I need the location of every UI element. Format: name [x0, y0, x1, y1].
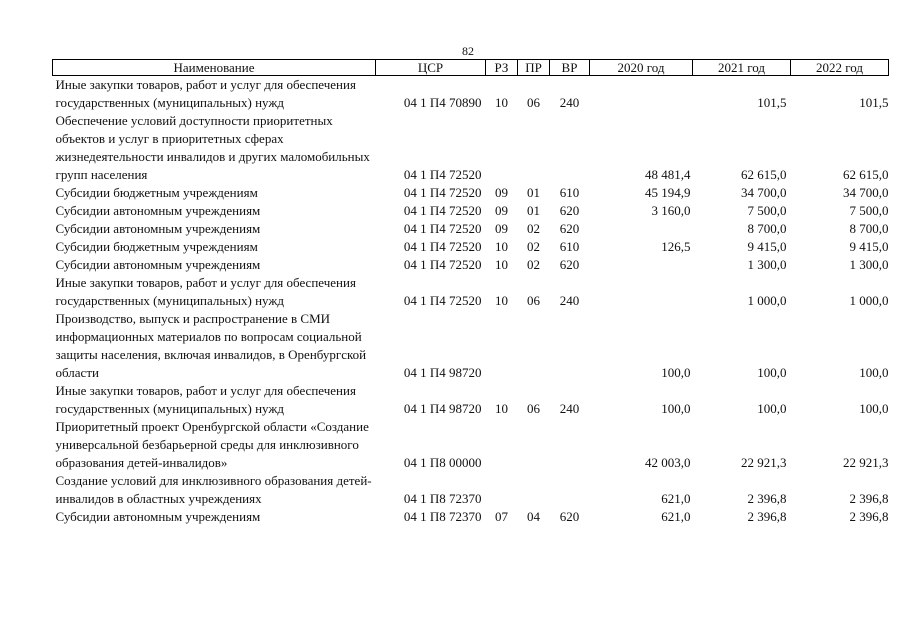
row-name: Приоритетный проект Оренбургской области «Создание универсальной безбарьерной среды для инклюзивного образования детей-инвалидов»	[55, 419, 369, 470]
row-csr: 04 1 П8 72370	[403, 491, 482, 506]
row-pr: 02	[527, 257, 540, 272]
header-rz: РЗ	[486, 60, 518, 76]
row-pr: 06	[527, 293, 540, 308]
table-row	[53, 220, 889, 238]
row-csr: 04 1 П8 72370	[403, 509, 482, 524]
row-2020: 48 481,4	[645, 167, 691, 182]
row-2022: 100,0	[859, 365, 889, 380]
table-row	[53, 112, 889, 184]
row-2022: 8 700,0	[849, 221, 889, 236]
row-pr: 06	[527, 95, 540, 110]
table-row	[53, 274, 889, 310]
row-2020: 621,0	[661, 509, 691, 524]
header-2021: 2021 год	[693, 60, 791, 76]
row-csr: 04 1 П4 72520	[403, 167, 482, 182]
row-pr: 01	[527, 185, 540, 200]
row-csr: 04 1 П8 00000	[403, 455, 482, 470]
row-vr	[550, 112, 590, 184]
row-rz: 10	[495, 95, 508, 110]
row-name: Обеспечение условий доступности приоритетных объектов и услуг в приоритетных сферах жизнедеятельности инвалидов и других маломобильных групп населения	[55, 113, 370, 182]
row-2021: 2 396,8	[747, 509, 787, 524]
row-csr: 04 1 П4 98720	[403, 365, 482, 380]
row-2022: 7 500,0	[849, 203, 889, 218]
table-row	[53, 256, 889, 274]
table-row	[53, 238, 889, 256]
row-2020: 100,0	[661, 401, 691, 416]
row-pr: 01	[527, 203, 540, 218]
row-2021: 1 300,0	[747, 257, 787, 272]
row-2021: 22 921,3	[741, 455, 787, 470]
table-row	[53, 472, 889, 508]
row-vr: 620	[559, 257, 580, 272]
row-2022: 100,0	[859, 401, 889, 416]
row-csr: 04 1 П4 72520	[403, 185, 482, 200]
row-rz	[486, 472, 518, 508]
row-2022: 2 396,8	[849, 509, 889, 524]
row-2021: 101,5	[757, 95, 787, 110]
row-pr	[518, 310, 550, 382]
row-csr: 04 1 П4 72520	[403, 239, 482, 254]
row-rz	[486, 418, 518, 472]
row-vr: 240	[559, 401, 580, 416]
row-csr: 04 1 П4 72520	[403, 257, 482, 272]
row-rz: 10	[495, 293, 508, 308]
header-name: Наименование	[53, 60, 376, 76]
row-pr	[518, 418, 550, 472]
table-row	[53, 382, 889, 418]
row-csr: 04 1 П4 70890	[403, 95, 482, 110]
row-2022: 22 921,3	[843, 455, 889, 470]
row-2021: 9 415,0	[747, 239, 787, 254]
budget-table	[52, 59, 889, 526]
row-vr	[550, 418, 590, 472]
row-2022: 9 415,0	[849, 239, 889, 254]
header-pr: ПР	[518, 60, 550, 76]
row-2021: 2 396,8	[747, 491, 787, 506]
table-row	[53, 76, 889, 113]
row-name: Иные закупки товаров, работ и услуг для обеспечения государственных (муниципальных) нужд	[55, 275, 356, 308]
row-rz	[486, 112, 518, 184]
row-name: Субсидии автономным учреждениям	[55, 203, 261, 218]
table-row	[53, 202, 889, 220]
row-2020: 45 194,9	[645, 185, 691, 200]
row-2021: 1 000,0	[747, 293, 787, 308]
row-pr: 02	[527, 221, 540, 236]
row-pr: 04	[527, 509, 540, 524]
row-2020	[590, 256, 693, 274]
row-2020	[590, 220, 693, 238]
row-rz: 10	[495, 239, 508, 254]
row-pr: 02	[527, 239, 540, 254]
table-row	[53, 508, 889, 526]
row-name: Субсидии автономным учреждениям	[55, 257, 261, 272]
row-2022: 2 396,8	[849, 491, 889, 506]
row-rz: 09	[495, 203, 508, 218]
row-csr: 04 1 П4 72520	[403, 293, 482, 308]
row-name: Субсидии бюджетным учреждениям	[55, 185, 258, 200]
row-2021: 8 700,0	[747, 221, 787, 236]
row-name: Иные закупки товаров, работ и услуг для обеспечения государственных (муниципальных) нужд	[55, 77, 356, 110]
header-vr: ВР	[550, 60, 590, 76]
row-csr: 04 1 П4 98720	[403, 401, 482, 416]
row-2020	[590, 274, 693, 310]
row-2022: 1 300,0	[849, 257, 889, 272]
header-csr: ЦСР	[376, 60, 486, 76]
row-2021: 34 700,0	[741, 185, 787, 200]
row-vr	[550, 310, 590, 382]
row-rz: 10	[495, 401, 508, 416]
header-2020: 2020 год	[590, 60, 693, 76]
row-rz: 07	[495, 509, 508, 524]
row-2020	[590, 76, 693, 113]
row-rz: 09	[495, 221, 508, 236]
row-2021: 100,0	[757, 401, 787, 416]
row-vr: 610	[559, 185, 580, 200]
row-name: Субсидии автономным учреждениям	[55, 509, 261, 524]
row-vr: 610	[559, 239, 580, 254]
row-2020: 126,5	[661, 239, 691, 254]
table-row	[53, 184, 889, 202]
table-row	[53, 310, 889, 382]
row-name: Иные закупки товаров, работ и услуг для обеспечения государственных (муниципальных) нужд	[55, 383, 356, 416]
row-2021: 7 500,0	[747, 203, 787, 218]
row-2022: 101,5	[859, 95, 889, 110]
row-2021: 62 615,0	[741, 167, 787, 182]
header-2022: 2022 год	[791, 60, 889, 76]
row-pr: 06	[527, 401, 540, 416]
row-2021: 100,0	[757, 365, 787, 380]
table-row	[53, 418, 889, 472]
row-vr: 240	[559, 95, 580, 110]
row-2020: 3 160,0	[651, 203, 691, 218]
row-csr: 04 1 П4 72520	[403, 221, 482, 236]
row-pr	[518, 112, 550, 184]
row-2020: 621,0	[661, 491, 691, 506]
row-vr: 620	[559, 509, 580, 524]
table-header-row	[53, 60, 889, 76]
row-rz: 10	[495, 257, 508, 272]
row-rz: 09	[495, 185, 508, 200]
row-name: Субсидии автономным учреждениям	[55, 221, 261, 236]
row-2020: 42 003,0	[645, 455, 691, 470]
row-rz	[486, 310, 518, 382]
row-name: Создание условий для инклюзивного образования детей-инвалидов в областных учреждениях	[55, 473, 372, 506]
row-vr: 620	[559, 221, 580, 236]
row-2020: 100,0	[661, 365, 691, 380]
row-pr	[518, 472, 550, 508]
row-name: Производство, выпуск и распространение в СМИ информационных материалов по вопросам социальной защиты населения, включая инвалидов, в Оренбургской области	[55, 311, 367, 380]
row-2022: 34 700,0	[843, 185, 889, 200]
row-vr: 620	[559, 203, 580, 218]
row-vr	[550, 472, 590, 508]
row-vr: 240	[559, 293, 580, 308]
row-2022: 62 615,0	[843, 167, 889, 182]
row-name: Субсидии бюджетным учреждениям	[55, 239, 258, 254]
row-2022: 1 000,0	[849, 293, 889, 308]
row-csr: 04 1 П4 72520	[403, 203, 482, 218]
page-number: 82	[462, 44, 474, 58]
